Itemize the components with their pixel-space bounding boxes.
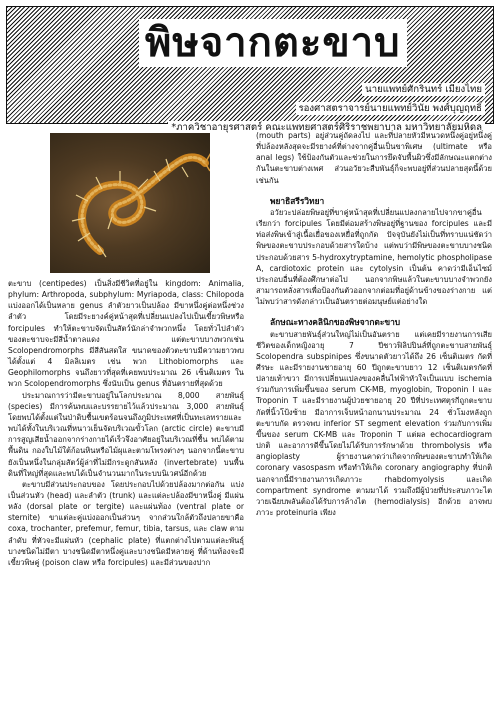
author-block	[168, 77, 485, 134]
body-paragraph: ตะขาบสายพันธุ์ส่วนใหญ่ไม่เป็นอันตราย แต่เคยมีรายงานการเสียชีวิตของเด็กหญิงอายุ 7 ปีชาวฟิลิปปินส์ที่ถูกตะขาบสายพันธุ์ Scolopendra subspinipes ซึ่งขนาดตัวยาวได้ถึง 26 เซ็นติเมตร กัดที่ศีรษะ และมีรายงานชายอายุ 60 ปีถูกตะขาบยาว 12 เซ็นติเมตรกัดที่ปลายเท้าขวา มีการเปลี่ยนแปลงของคลื่นไฟฟ้าหัวใจเป็นแบบ ischemia ร่วมกับการเพิ่มขึ้นของ serum CK-MB, myoglobin, Troponin I และ Troponin T และมีรายงานผู้ป่วยชายอายุ 20 ปีที่ประเทศตุรกีถูกตะขาบกัดที่นิ้วโป้งซ้าย มีอาการเจ็บหน้าอกนานประมาณ 24 ชั่วโมงหลังถูกตะขาบกัด ตรวจพบ inferior ST segment elevation ร่วมกับการเพิ่มขึ้นของ serum CK-MB และ Troponin T แต่ผล echocardiogram ปกติ และอาการดีขึ้นโดยไม่ได้รับการรักษาด้วย thrombolysis หรือ angioplasty ผู้รายงานคาดว่าเกิดจากพิษของตะขาบทำให้เกิด coronary vasospasm หรือทำให้เกิด coronary angiography ที่ปกติ นอกจากนี้มีรายงานการเกิดภาวะ rhabdomyolysis และเกิด compartment syndrome ตามมาได้ รวมถึงมีผู้ป่วยที่ประสบภาวะไตวายเฉียบพลันต้องได้รับการล้างไต (hemodialysis) อีกด้วย อาจพบภาวะ proteinuria เพียง	[256, 329, 492, 517]
section-heading-pathophysiology: พยาธิสรีรวิทยา	[270, 195, 325, 206]
right-column	[256, 130, 492, 518]
left-column	[8, 278, 244, 568]
section-heading-clinical: ลักษณะทางคลินิกของพิษจากตะขาบ	[270, 317, 401, 328]
author-line-1: นายแพทย์ศักรินทร์ เมียงไทย	[362, 83, 485, 96]
centipede-illustration	[50, 133, 210, 273]
body-paragraph: อวัยวะปล่อยพิษอยู่ที่ขาคู่หน้าสุดที่เปลี่ยนแปลงกลายไปจากขาคู่อื่นเรียกว่า forcipules โดยมีต่อมสร้างพิษอยู่ที่ฐานของ forcipules และมีท่อส่งพิษเข้าสู่เนื้อเยื่อของเหยื่อที่ถูกกัด ปัจจุบันยังไม่เป็นที่ทราบแน่ชัดว่าพิษของตะขาบประกอบด้วยสารใดบ้าง แต่พบว่ามีพิษของตะขาบบางชนิดประกอบด้วยสาร 5-hydroxytryptamine, hemolytic phospholipase A, cardiotoxic protein และ cytolysin เป็นต้น คาดว่ามีเอ็นไซม์ประกอบอื่นที่ต้องศึกษาต่อไป นอกจากพิษแล้วในตะขาบบางจำพวกยังสามารถหลั่งสารเพื่อป้องกันตัวออกจากต่อมที่อยู่ด้านข้างของร่างกาย แต่ไม่พบว่าสารดังกล่าวเป็นอันตรายต่อมนุษย์แต่อย่างใด	[256, 207, 492, 307]
body-paragraph: (mouth parts) อยู่ส่วนคู่ถัดลงไป และที่ปลายหัวมีหนวดหนึ่งคู่อยู่หนึ่งคู่ ที่ปล้องหลังสุดจะมีรยางค์ที่ต่างจากคู่อื่นเป็นขาพิเศษ (ultimate หรือ anal legs) ใช้ป้องกันตัวและช่วยในการยึดจับพื้นผิวซึ่งมีลักษณะแตกต่างกันในตะขาบต่างเพศ ส่วนอวัยวะสืบพันธุ์ก็จะพบอยู่ที่ส่วนปลายสุดนี้ด้วยเช่นกัน	[256, 131, 492, 185]
header-banner	[6, 6, 494, 133]
body-paragraph: ตะขาบมีส่วนประกอบของ โดยประกอบไปด้วยปล้องมากต่อกัน แบ่งเป็นส่วนหัว (head) และลำตัว (trunk) และแต่ละปล้องมีขาหนึ่งคู่ มีแผ่นหลัง (dorsal plate or tergite) และแผ่นท้อง (ventral plate or sternite) ขาแต่ละคู่แบ่งออกเป็นส่วนๆ จากส่วนใกล้ตัวถึงปลายขาคือ coxa, trochanter, prefemur, femur, tibia, tarsus, และ claw ตามลำดับ ที่หัวจะมีแผ่นหัว (cephalic plate) ที่แตกต่างไปตามแต่ละพันธุ์ บางชนิดไม่มีตา บางชนิดมีตาหนึ่งคู่และบางชนิดมีหลายคู่ ที่ด้านท้องจะมีเขี้ยวพิษคู่ (poison claw หรือ forcipules) และมีส่วนของปาก	[8, 479, 244, 567]
centipede-photo	[50, 133, 210, 273]
author-affiliation: *ภาควิชาอายุรศาสตร์ คณะแพทยศาสตร์ศิริราชพยาบาล มหาวิทยาลัยมหิดล	[168, 121, 485, 134]
body-paragraph: ตะขาบ (centipedes) เป็นสิ่งมีชีวิตที่อยู่ใน kingdom: Animalia, phylum: Arthropoda, subphylum: Myriapoda, class: Chilopoda แบ่งออกได้เป็นหลาย genus ลำตัวยาวเป็นปล้อง มีขาหนึ่งคู่ต่อหนึ่งช่วงลำตัว โดยมีระยางค์คู่หน้าสุดที่เปลี่ยนแปลงไปเป็นเขี้ยวพิษหรือ forcipules ทำให้ตะขาบจัดเป็นสัตว์นักล่าจำพวกหนึ่ง โดยทั่วไปลำตัวของตะขาบจะมีสีน้ำตาลแดง แต่ตะขาบบางพวกเช่น Scolopendromorphs มีสีสันสดใส ขนาดของตัวตะขาบมีความยาวพบได้ตั้งแต่ 4 มิลลิเมตร เช่น พวก Lithobiomorphs และ Geophilomorphs จนถึงยาวที่สุดที่เคยพบประมาณ 26 เซ็นติเมตร ในพวก Scolopendromorphs ซึ่งนับเป็น genus ที่อันตรายที่สุดด้วย	[8, 279, 244, 389]
body-paragraph: ประมาณการว่ามีตะขาบอยู่ในโลกประมาณ 8,000 สายพันธุ์ (species) มีการค้นพบและบรรยายไว้แล้วประมาณ 3,000 สายพันธุ์ โดยพบได้ตั้งแต่ในป่าดิบชื้นเขตร้อนจนถึงภูมิประเทศที่เป็นทะเลทรายและพบได้ทั้งในบริเวณที่หนาวเย็นจัดบริเวณขั้วโลก (arctic circle) ตะขาบมีการสูญเสียน้ำออกจากร่างกายได้เร็วจึงอาศัยอยู่ในบริเวณที่ชื้น พบได้ตามพื้นดิน กองใบไม้ใต้ก้อนหินหรือไม้ผุและตามโพรงต่างๆ นอกจากนี้ตะขาบยังเป็นหนึ่งในกลุ่มสัตว์ผู้ล่าที่ไม่มีกระดูกสันหลัง (invertebrate) บนพื้นดินที่ใหญ่ที่สุดและพบได้เป็นจำนวนมากในระบบนิเวศน์อีกด้วย	[8, 390, 244, 478]
page-title: พิษจากตะขาบ	[139, 19, 407, 67]
author-line-2: รองศาสตราจารย์นายแพทย์วินัย พงศ์บุญฤทธิ์	[296, 102, 485, 115]
